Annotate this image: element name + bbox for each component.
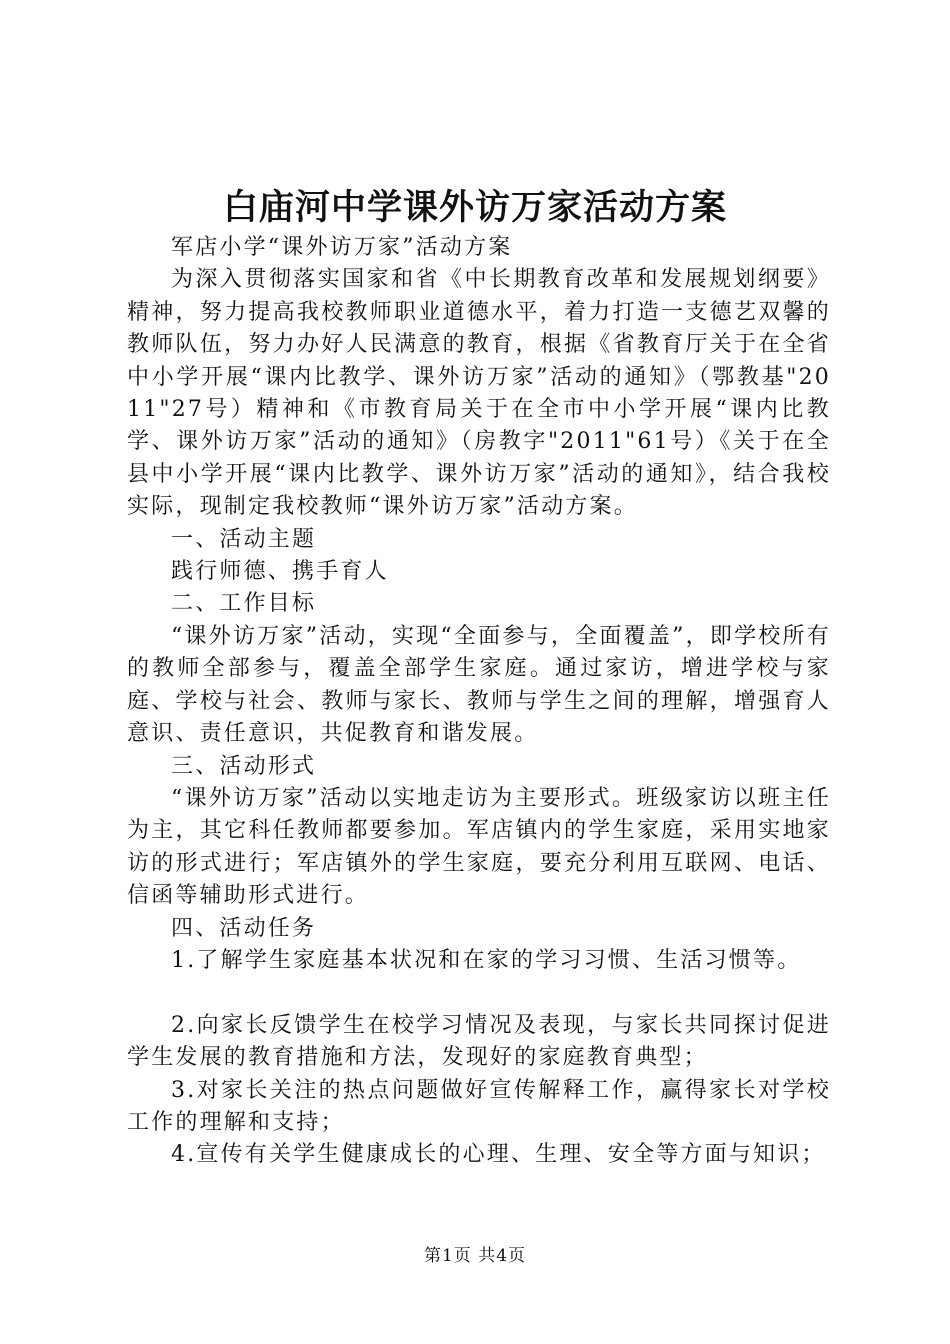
form-paragraph: “课外访万家”活动以实地走访为主要形式。班级家访以班主任为主，其它科任教师都要参加。军店镇内的学生家庭，采用实地家访的形式进行；军店镇外的学生家庭，要充分利用互联网、电话、信函等辅助形式进行。 (127, 785, 831, 909)
page-footer: 第1页 共4页 (423, 1246, 527, 1266)
intro-paragraph: 为深入贯彻落实国家和省《中长期教育改革和发展规划纲要》精神，努力提高我校教师职业道德水平，着力打造一支德艺双馨的教师队伍，努力办好人民满意的教育，根据《省教育厅关于在全省中小学开展“课内比教学、课外访万家”活动的通知》（鄂教基"2011"27号）精神和《市教育局关于在全市中小学开展“课内比教学、课外访万家”活动的通知》（房教字"2011"61号）《关于在全县中小学开展“课内比教学、课外访万家”活动的通知》，结合我校实际，现制定我校教师“课外访万家”活动方案。 (127, 267, 831, 520)
subtitle-paragraph: 军店小学“课外访万家”活动方案 (171, 235, 513, 260)
task-item-4: 4.宣传有关学生健康成长的心理、生理、安全等方面与知识； (171, 1142, 826, 1168)
task-item-3: 3.对家长关注的热点问题做好宣传解释工作，赢得家长对学校工作的理解和支持； (127, 1077, 831, 1135)
theme-paragraph: 践行师德、携手育人 (171, 559, 389, 585)
section-heading-tasks: 四、活动任务 (171, 915, 317, 941)
document-title: 白庙河中学课外访万家活动方案 (222, 187, 727, 228)
document-body (127, 232, 831, 1172)
section-heading-theme: 一、活动主题 (171, 526, 317, 552)
blank-line (127, 977, 831, 1009)
task-item-2: 2.向家长反馈学生在校学习情况及表现，与家长共同探讨促进学生发展的教育措施和方法，发现好的家庭教育典型； (127, 1012, 831, 1071)
section-heading-form: 三、活动形式 (171, 753, 317, 779)
section-heading-goals: 二、工作目标 (171, 591, 317, 617)
goals-paragraph: “课外访万家”活动，实现“全面参与，全面覆盖”，即学校所有的教师全部参与，覆盖全部学生家庭。通过家访，增进学校与家庭、学校与社会、教师与家长、教师与学生之间的理解，增强育人意识、责任意识，共促教育和谐发展。 (127, 623, 831, 747)
task-item-1: 1.了解学生家庭基本状况和在家的学习习惯、生活习惯等。 (171, 947, 802, 973)
